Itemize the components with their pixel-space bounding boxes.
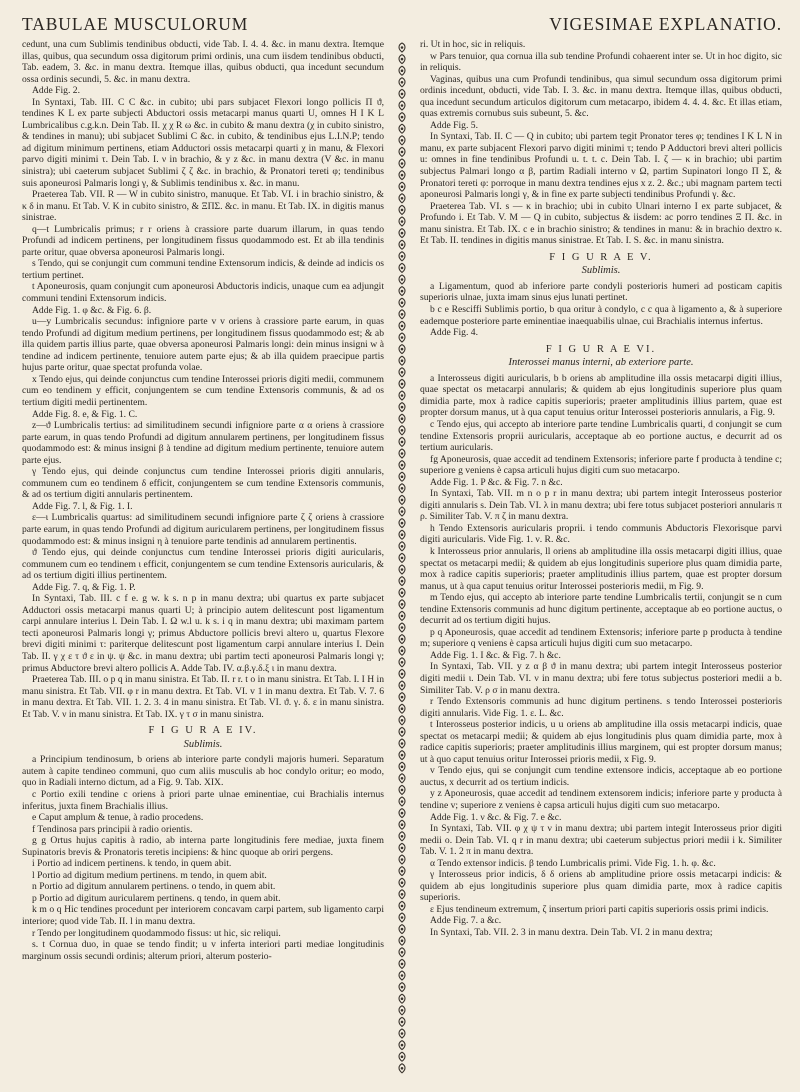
ornament-link xyxy=(399,751,405,760)
paragraph: Adde Fig. 4. xyxy=(430,327,478,339)
paragraph: c Tendo ejus, qui accepto ab interiore parte tendine Lumbricalis quarti, d conjungit se cum tendine Extensoris proprii auricularis, acceptaque ab eo portione auctus, e decurrit ad os tertium auricularis. xyxy=(420,418,782,454)
ornament-link xyxy=(399,843,405,852)
ornament-link xyxy=(399,240,405,249)
ornament-link xyxy=(399,832,405,841)
paragraph: a Principium tendinosum, b oriens ab interiore parte condyli majoris humeri. Separatum autem à capite tendineo communi, quo cum aliis musculis ab hoc condylo oritur; eo modo, quo in Radiali interno dictum, ad a Fig. 9. Tab. XIX. xyxy=(22,754,384,789)
text-columns xyxy=(22,39,782,1079)
paragraph: In Syntaxi, Tab. III. c f e. g w. k s. n p in manu dextra; ubi quartus ex parte subjacet Adductori ossis metacarpi manus quarti U; à principio autem delitescunt post ligamentum carpi annulare interius l. Dein Tab. I. Ω w.l u. k s. i q in manu dextra; ubi maximam partem tecti aponeurosi Palmaris longi γ; primus Abductore pollicis brevi altero u, quartus Flexore brevi digiti minimi τ: pariterque delitescunt post ligamentum carpi annulare interius I. Dein Tab. II. γ χ ε τ ϑ ε in ψ. ψ &c. in manu dextra; ubi partim tecti aponeurosi Palmaris longi γ; primus Abductore brevi altero pollicis A. Adde Tab. IV. α.β.γ.δ.ξ ι in manu dextra. xyxy=(22,593,384,674)
ornament-link xyxy=(399,1029,405,1038)
paragraph: c Portio exili tendine c oriens à priori parte ulnae eminentiae, cui Brachialis internus inferitus, juxta finem Brachialis illius. xyxy=(22,789,384,812)
ornament-link xyxy=(399,287,405,296)
ornament-link xyxy=(399,577,405,586)
ornament-link xyxy=(399,600,405,609)
ornament-link xyxy=(399,426,405,435)
ornament-link xyxy=(399,936,405,945)
paragraph: In Syntaxi, Tab. VII. 2. 3 in manu dextra. Dein Tab. VI. 2 in manu dextra; xyxy=(430,927,713,939)
paragraph: Adde Fig. 5. xyxy=(430,119,478,131)
ornament-link xyxy=(399,461,405,470)
ornament-link xyxy=(399,484,405,493)
paragraph: p Portio ad digitum auricularem pertinens. q tendo, in quem abit. xyxy=(32,892,281,904)
paragraph: a Ligamentum, quod ab inferiore parte condyli posterioris humeri ad posticam capitis superioris ulnae, juxta imam sinus ejus lunati pertinet. xyxy=(420,280,782,304)
paragraph: r Tendo per longitudinem quodammodo fissus: ut hic, sic reliqui. xyxy=(32,927,281,939)
paragraph: z—ϑ Lumbricalis tertius: ad similitudinem secundi infigniore parte α α oriens à crassiore parte earum, in quas tendo Profundi ad digitum annularem pertinens, per longitudinem fissus quodammodo est: & minus insigni β à tendine ad digitum medium pertinente, tenuiore autem parte ejus. xyxy=(22,420,384,466)
paragraph: ϑ Tendo ejus, qui deinde conjunctus cum tendine Interossei prioris digiti auricularis, communem cum eo tendinem ι efficit, conjungentem se cum tendine Extensoris auricularis, & ad os tertium digiti illius pertinentem. xyxy=(22,547,384,582)
ornament-link xyxy=(399,1041,405,1050)
ornament-link xyxy=(399,136,405,145)
ornament-link xyxy=(399,971,405,980)
ornament-link xyxy=(399,762,405,771)
ornament-link xyxy=(399,890,405,899)
paragraph: y z Aponeurosis, quae accedit ad tendinem extensorem indicis; inferiore parte y producta à tendine v; superiore z veniens è capsa articuli hujus digiti cum suo metacarpo. xyxy=(420,788,782,811)
ornament-link xyxy=(399,693,405,702)
paragraph: Vaginas, quibus una cum Profundi tendinibus, qua simul secundum ossa digitorum primi ordinis incedunt, obducti, vide Tab. I. 3. &c. in manu dextra. Itemque illas, quibus obducti, qua incedunt secundum articulos digitorum cum metacarpo, ibidem 4. 4. 4. &c. Et illas etiam, quas extremis cornubus suis subeunt, 5. &c. xyxy=(420,73,782,120)
ornament-link xyxy=(399,205,405,214)
paragraph: Adde Fig. 7. q, & Fig. 1. P. xyxy=(32,581,136,593)
paragraph: Praeterea Tab. VI. s — κ in brachio; ubi in cubito Ulnari interno I ex parte subjacet, & Profundo i. Et Tab. V. M — Q in cubito, subjectus & iisdem: ac porro tendines Ξ Π. &c. in manu sinistra. Et Tab. IX. c e in brachio sinistro; & tendines in manu: & in brachio dextro κ. Et Tab. II. tendines in digitis manus sinistrae. Et Tab. I. S. &c. in manu sinistra. xyxy=(420,200,782,247)
ornament-link xyxy=(399,867,405,876)
ornament-link xyxy=(399,472,405,481)
ornament-link xyxy=(399,113,405,122)
left-column xyxy=(22,39,384,1079)
ornament-link xyxy=(399,1006,405,1015)
ornament-link xyxy=(399,611,405,620)
paragraph: ri. Ut in hoc, sic in reliquis. xyxy=(420,39,526,50)
ornament-link xyxy=(399,333,405,342)
paragraph: k Interosseus prior annularis, ll oriens ab amplitudine illa ossis metacarpi digiti illius, quae spectat os metacarpi medii; & quidem ab ejus longitudinis superiore plus quam dimidia parte, mox à radice capitis superioris; praeter amplitudinis illius partem, quae est propter dorsum manus, ut à qua caput tenuius oritur Interossei posterioris medii, m Fig. 9. xyxy=(420,545,782,592)
ornament-link xyxy=(399,716,405,725)
ornament-link xyxy=(399,983,405,992)
ornament-link xyxy=(399,391,405,400)
ornament-link xyxy=(399,507,405,516)
paragraph: s. t Cornua duo, in quae se tendo findit; u v inferta interiori parti mediae longitudinis marginum ossis secundi ordinis; alterum priori, alterum posterio- xyxy=(22,939,384,962)
ornament-link xyxy=(399,345,405,354)
paragraph: v Tendo ejus, qui se conjungit cum tendine extensore indicis, acceptaque ab eo portione auctus, x decurrit ad os tertium indicis. xyxy=(420,765,782,788)
paragraph: t Aponeurosis, quam conjungit cum aponeurosi Abductoris indicis, unaque cum ea adjungit communi tendini Extensorum indicis. xyxy=(22,281,384,305)
ornament-link xyxy=(399,948,405,957)
paragraph: l Portio ad digitum medium pertinens. m tendo, in quem abit. xyxy=(32,869,267,881)
section-subheading: Sublimis. xyxy=(581,265,621,277)
paragraph: i Portio ad indicem pertinens. k tendo, in quem abit. xyxy=(32,858,232,870)
paragraph: p q Aponeurosis, quae accedit ad tendinem Extensoris; inferiore parte p producta à tendine m; superiore q veniens è capsa articuli hujus digiti cum suo metacarpo. xyxy=(420,626,782,650)
ornament-link xyxy=(399,159,405,168)
paragraph: In Syntaxi, Tab. III. C C &c. in cubito; ubi pars subjacet Flexori longo pollicis Π ϑ, tendines K L ex parte subjecti Abductori ossis metacarpi manus quarti U, omnes H I K L Lumbricalibus c.g.k.n. Dein Tab. II. χ χ R ω &c. in cubito & manu dextra (χ in cubito sinistro, & tendines in manu); ubi subjacet Sublimi C &c. in cubito, & tendinibus ejus L.I.N.P; tendo ad digitum minimum pertinens, etiam Adductori ossis metacarpi quarti χ in manu, & Flexori parvo digiti minimi τ. Dein Tab. I. ν in brachio, & y z &c. in manu dextra (V &c. in manu sinistra); ubi caeterum subjacet Sublimi ζ ζ &c. in brachio, & Pronatori tereti φ; tendinibus suis aponeurosi Palmaris longi γ, & Sublimis tendinibus x. &c. in manu. xyxy=(22,96,384,189)
paragraph: Adde Fig. 7. l, & Fig. 1. I. xyxy=(32,500,133,512)
ornament-link xyxy=(399,229,405,238)
ornament-link xyxy=(399,797,405,806)
ornament-link xyxy=(399,55,405,64)
ornament-link xyxy=(399,321,405,330)
paragraph: Adde Fig. 1. ν &c. & Fig. 7. e &c. xyxy=(430,811,562,823)
paragraph: m Tendo ejus, qui accepto ab interiore parte tendine Lumbricalis tertii, conjungit se n cum tendine Extensoris communis ad hunc digitum pertinente, acceptaque ab eo portione auctus, o decurrit ad os tertium digiti hujus. xyxy=(420,592,782,627)
ornament-link xyxy=(399,310,405,319)
ornamental-column-divider xyxy=(384,39,420,1079)
paragraph: g g Ortus hujus capitis à radio, ab interna parte longitudinis fere mediae, juxta finem Supinatoris brevis & Pronatoris teretis incipiens: & hinc quoque ab oriri pergens. xyxy=(22,835,384,858)
ornament-link xyxy=(399,1017,405,1026)
paragraph: r Tendo Extensoris communis ad hunc digitum pertinens. s tendo Interossei posterioris digiti annularis. Vide Fig. 1. ε. L. &c. xyxy=(420,696,782,719)
ornament-link xyxy=(399,785,405,794)
ornament-link xyxy=(399,171,405,180)
paragraph: Adde Fig. 8. e, & Fig. 1. C. xyxy=(32,408,138,420)
ornament-link xyxy=(399,519,405,528)
ornament-link xyxy=(399,194,405,203)
paragraph: α Tendo extensor indicis. β tendo Lumbricalis primi. Vide Fig. 1. h. φ. &c. xyxy=(430,857,716,869)
paragraph: e Caput amplum & tenue, à radio procedens. xyxy=(32,812,204,824)
paragraph: k m o q Hic tendines procedunt per interiorem concavam carpi partem, sub ligamento carpi interiore; quod vide Tab. II. l in manu dextra. xyxy=(22,904,384,928)
ornament-link xyxy=(399,1064,405,1073)
ornament-link xyxy=(399,403,405,412)
ornament-link xyxy=(399,727,405,736)
header-left-title: TABULAE MUSCULORUM xyxy=(22,14,249,34)
paragraph: q—t Lumbricalis primus; r r oriens à crassiore parte duarum illarum, in quas tendo Profundi ad indicem pertinens, per longitudinem fissus quodammodo est. Et ab illa tendinis parte oritur, quae obversa aponeurosi Palmaris longi. xyxy=(22,223,384,258)
paragraph: u—y Lumbricalis secundus: infigniore parte v v oriens à crassiore parte earum, in quas tendo Profundi ad digitum medium pertinens, per longitudinem fissus quodammodo est; & ab illa quidem partis illius parte, quae obversa aponeurosi Palmaris longi: dein minus insigni w à tendine ad indicem pertinente, tenuiore autem parte ejus; & ab illa quidem praecipue partis hujus parte oritur, quae spectat profunda volae. xyxy=(22,316,384,374)
ornament-link xyxy=(399,925,405,934)
ornament-link xyxy=(399,530,405,539)
paragraph: In Syntaxi, Tab. II. C — Q in cubito; ubi partem tegit Pronator teres φ; tendines I K L N in manu, ex parte subjacent Flexori parvo digiti minimi τ; tendo P Adductori brevi alteri pollicis u: omnes in fine tendinibus Profundi u. t. t. c. Dein Tab. I. ζ — κ in brachio; ubi partim subjectus Palmari longo α β, partim Radiali interno ν Ω, partim Supinatori longo Π Σ, & Pronatori tereti φ: porroque in manu dextra tendines ejus x z. 2. &c.; ubi magnam partem tecti aponeurosi Palmaris longi γ, & in fine ex parte subjecti tendinibus Profundi γ. &c. xyxy=(420,131,782,201)
ornament-link xyxy=(399,252,405,261)
section-heading: F I G U R A E IV. xyxy=(148,725,258,737)
section-heading: F I G U R A E V. xyxy=(549,251,653,263)
ornament-link xyxy=(399,739,405,748)
paragraph: γ Interosseus prior indicis, δ δ oriens ab amplitudine priore ossis metacarpi indicis: & quidem ab ejus longitudinis superiore plus quam dimidia parte, mox à radice capitis superioris. xyxy=(420,869,782,904)
ornament-link xyxy=(399,66,405,75)
ornament-link xyxy=(399,449,405,458)
paragraph: Praeterea Tab. VII. R — W in cubito sinistro, manuque. Et Tab. VI. i in brachio sinistro, & κ δ in manu. Et Tab. V. K in cubito sinistro, & ΞΠΣ. &c. in manu. Et Tab. IX. in digitis manus sinistrae. xyxy=(22,189,384,224)
paragraph: Praeterea Tab. III. o p q in manu sinistra. Et Tab. II. r r. t o in manu sinistra. Et Tab. I. I H in manu sinistra. Et Tab. VII. φ r in manu dextra. Et Tab. VI. v 1 in manu dextra. Et Tab. V. 7. 6 in manu dextra. Et Tab. VII. 1. 2. 3. 4 in manu sinistra. Et Tab. VI. ϑ. γ. δ. ε in manu sinistra. Et Tab. V. ν in manu sinistra. Et Tab. IX. γ τ σ in manu sinistra. xyxy=(22,674,384,720)
ornament-link xyxy=(399,89,405,98)
ornament-link xyxy=(399,565,405,574)
ornament-link xyxy=(399,553,405,562)
ornament-link xyxy=(399,542,405,551)
paragraph: Adde Fig. 2. xyxy=(32,85,80,97)
ornament-link xyxy=(399,913,405,922)
ornament-link xyxy=(399,217,405,226)
ornament-link xyxy=(399,959,405,968)
paragraph: In Syntaxi, Tab. VII. m n o p r in manu dextra; ubi partem integit Interosseus posterior digiti annularis s. Dein Tab. VI. λ in manu dextra; ubi fere totus subjacet posteriori annularis π ρ. Similiter Tab. V. π ζ in manu dextra. xyxy=(420,488,782,523)
paragraph: b c e Resciffi Sublimis portio, b qua oritur à condylo, c c qua à ligamento a, & à superiore eademque posteriore parte eminentiae inaequabilis ulnae, cui Brachialis internus infertus. xyxy=(420,304,782,327)
paragraph: x Tendo ejus, qui deinde conjunctus cum tendine Interossei prioris digiti medii, communem cum eo tendinem y efficit, conjungentem se cum tendine Extensoris communis, & ad os tertium digiti medii pertinentem. xyxy=(22,373,384,408)
paragraph: γ Tendo ejus, qui deinde conjunctus cum tendine Interossei prioris digiti annularis, communem cum eo tendinem δ efficit, conjungentem se cum tendine Extensoris communis, & ad os tertium digiti annularis pertinentem. xyxy=(22,466,384,501)
ornament-link xyxy=(399,704,405,713)
ornament-link xyxy=(399,635,405,644)
section-subheading: Sublimis. xyxy=(183,738,223,750)
ornament-link xyxy=(399,147,405,156)
ornament-link xyxy=(399,437,405,446)
ornament-link xyxy=(399,901,405,910)
ornament-link xyxy=(399,43,405,52)
paragraph: h Tendo Extensoris auricularis proprii. i tendo communis Abductoris Flexorisque parvi digiti auricularis. Vide Fig. 1. ν. R. &c. xyxy=(420,522,782,546)
paragraph: cedunt, una cum Sublimis tendinibus obducti, vide Tab. I. 4. 4. &c. in manu dextra. Itemque illas, quibus, qua secundum ossa digitorum primi ordinis, una cum iisdem tendinibus obducti, Tab. eadem, 3. &c. in manu dextra. Itemque illas, quibus obducti, qua incedunt secundum ossa ordinis secundi, 5. &c. in manu dextra. xyxy=(22,39,384,85)
paragraph: w Pars tenuior, qua cornua illa sub tendine Profundi cohaerent inter se. Ut in hoc digito, sic in reliquis. xyxy=(420,50,782,74)
ornament-link xyxy=(399,658,405,667)
ornament-link xyxy=(399,669,405,678)
ornament-link xyxy=(399,646,405,655)
ornament-link xyxy=(399,809,405,818)
ornament-link xyxy=(399,379,405,388)
ornament-link xyxy=(399,774,405,783)
ornament-link xyxy=(399,623,405,632)
ornament-link xyxy=(399,994,405,1003)
ornament-link xyxy=(399,878,405,887)
paragraph: Adde Fig. 1. I &c. & Fig. 7. h &c. xyxy=(430,649,561,661)
ornament-link xyxy=(399,495,405,504)
ornament-link xyxy=(399,368,405,377)
paragraph: a Interosseus digiti auricularis, b b oriens ab amplitudine illa ossis metacarpi digiti illius, quae spectat os metacarpi annularis; & quidem ab ejus longitudinis superiore plus quam dimidia parte, mox à radice capitis superioris; praeter amplitudinis illius partem, quae est propter dorsum manus, ut à qua caput tenuius oritur Interossei posterioris annularis, a Fig. 9. xyxy=(420,372,782,419)
paragraph: ε—ι Lumbricalis quartus: ad similitudinem secundi infigniore parte ζ ζ oriens à crassiore parte earum, in quas tendo Profundi ad digitum auricularem pertinens, per longitudinem fissus quodammodo est: & minus insigni η à tenuiore parte tendinis ad annularem pertinentis. xyxy=(22,512,384,547)
paragraph: ε Ejus tendineum extremum, ζ insertum priori parti capitis superioris ossis primi indicis. xyxy=(430,903,769,915)
ornament-link xyxy=(399,298,405,307)
ornament-link xyxy=(399,855,405,864)
paragraph: t Interosseus posterior indicis, u u oriens ab amplitudine illa ossis metacarpi indicis, quae spectat os metacarpi medii; & quidem ab ejus longitudinis plus quam dimidia parte, mox à radice capitis superioris; praeter amplitudinis illius marginem, qui est propter dorsum manus; ut à quo caput tenuius oritur Interossei prioris medii, x Fig. 9. xyxy=(420,719,782,765)
header-right-title: VIGESIMAE EXPLANATIO. xyxy=(549,14,782,34)
section-subheading: Interossei manus interni, ab exteriore parte. xyxy=(508,357,694,369)
paragraph: Adde Fig. 1. φ &c. & Fig. 6. β. xyxy=(32,304,152,316)
ornament-link xyxy=(399,414,405,423)
ornament-link xyxy=(399,263,405,272)
section-heading: F I G U R A E VI. xyxy=(545,343,657,355)
paragraph: f Tendinosa pars principii à radio orientis. xyxy=(32,823,193,835)
divider-ornament-chain xyxy=(384,39,420,1079)
paragraph: Adde Fig. 7. a &c. xyxy=(430,915,502,927)
right-column xyxy=(420,39,782,1079)
ornament-link xyxy=(399,182,405,191)
ornament-link xyxy=(399,356,405,365)
ornament-link xyxy=(399,820,405,829)
paragraph: s Tendo, qui se conjungit cum communi tendine Extensorum indicis, & deinde ad indicis os tertium pertinet. xyxy=(22,258,384,281)
paragraph: n Portio ad digitum annularem pertinens. o tendo, in quem abit. xyxy=(32,881,276,893)
paragraph: In Syntaxi, Tab. VII. φ χ ψ τ ν in manu dextra; ubi partem integit Interosseus prior digiti medii ο. Dein Tab. VI. q r in manu dextra; ubi caeterum subjectus priori medii i k. Similiter Tab. V. 1. 2 π in manu dextra. xyxy=(420,823,782,858)
ornament-link xyxy=(399,681,405,690)
ornament-link xyxy=(399,275,405,284)
paragraph: In Syntaxi, Tab. VII. y z α β ϑ in manu dextra; ubi partem integit Interosseus posterior digiti medii ι. Dein Tab. VI. ν in manu dextra; ubi fere totus subjectus posteriori medii a b. Similiter Tab. V. ρ σ in manu dextra. xyxy=(420,661,782,696)
page xyxy=(22,14,782,1082)
page-header xyxy=(22,14,782,36)
ornament-link xyxy=(399,588,405,597)
ornament-link xyxy=(399,1052,405,1061)
ornament-link xyxy=(399,78,405,87)
paragraph: Adde Fig. 1. P &c. & Fig. 7. n &c. xyxy=(430,476,563,488)
ornament-link xyxy=(399,124,405,133)
ornament-link xyxy=(399,101,405,110)
paragraph: fg Aponeurosis, quae accedit ad tendinem Extensoris; inferiore parte f producta à tendine c; superiore g veniens è capsa articuli hujus digiti cum suo metacarpo. xyxy=(420,453,782,477)
